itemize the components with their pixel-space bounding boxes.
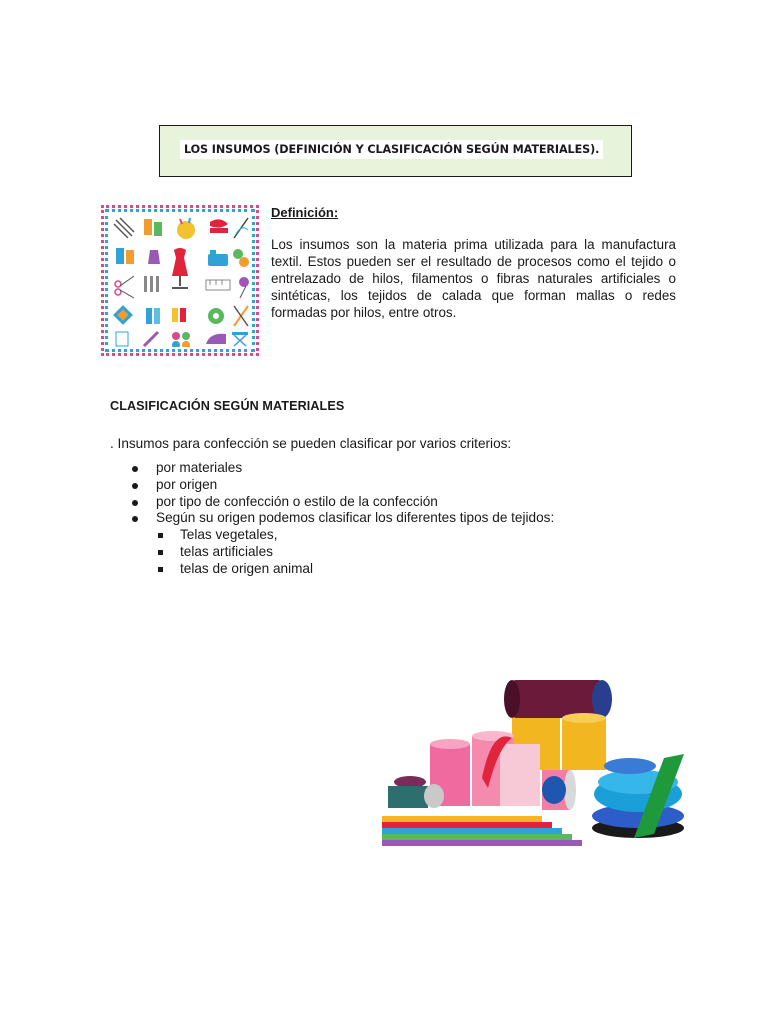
fabric-types-list xyxy=(156,527,554,577)
spools-icon xyxy=(116,248,134,264)
spindle-icon xyxy=(239,277,249,298)
fabric-rolls-icon xyxy=(146,308,160,324)
classification-intro: . Insumos para confección se pueden clasificar por varios criterios: xyxy=(110,436,512,451)
sewing-machine-icon xyxy=(208,250,228,266)
sewing-supplies-illustration xyxy=(101,205,259,356)
sub-list-item xyxy=(156,527,554,544)
mannequin-icon xyxy=(172,248,188,288)
seam-ripper-icon xyxy=(144,332,158,346)
iron-icon xyxy=(206,334,226,344)
bullet-square xyxy=(158,533,163,538)
pattern-icon xyxy=(116,332,128,346)
list-item-text: por origen xyxy=(156,476,218,492)
definition-heading: Definición: xyxy=(271,205,339,220)
needles-icon xyxy=(114,218,134,238)
sub-list-item-text: telas artificiales xyxy=(180,543,273,559)
ribbon-icon xyxy=(210,219,228,233)
list-item xyxy=(130,510,554,577)
safety-pins-icon xyxy=(144,276,159,292)
dark-red-spool xyxy=(504,680,612,718)
bullet-square xyxy=(158,550,163,555)
bullet-dot xyxy=(132,500,138,506)
sub-list-item-text: Telas vegetales, xyxy=(180,527,278,543)
list-item-text: por tipo de confección o estilo de la confección xyxy=(156,493,438,509)
buttons-icon xyxy=(172,332,190,347)
small-spools xyxy=(542,770,576,810)
thread-spools-icon xyxy=(144,219,162,236)
ironing-board-icon xyxy=(232,332,248,346)
bullet-dot xyxy=(132,516,138,522)
classification-heading: CLASIFICACIÓN SEGÚN MATERIALES xyxy=(110,399,345,413)
sub-list-item xyxy=(156,561,554,578)
list-item-text: por materiales xyxy=(156,460,243,475)
bullet-dot xyxy=(132,466,138,472)
tape-reel-icon xyxy=(208,308,224,324)
shears-icon xyxy=(234,306,248,326)
sewing-icons-grid xyxy=(110,214,250,347)
measuring-tape-icon xyxy=(206,280,230,290)
list-item xyxy=(130,494,554,511)
sub-list-item xyxy=(156,544,554,561)
fabric-patch-icon xyxy=(113,305,133,325)
criteria-list xyxy=(130,460,554,578)
pincushion-icon xyxy=(177,218,195,239)
bullet-dot xyxy=(132,483,138,489)
sub-list-item-text: telas de origen animal xyxy=(180,560,313,576)
list-item xyxy=(130,460,554,477)
page-title: LOS INSUMOS (DEFINICIÓN Y CLASIFICACIÓN SEGÚN MATERIALES). xyxy=(180,140,603,159)
list-item xyxy=(130,477,554,494)
thimble-icon xyxy=(148,250,160,264)
title-box xyxy=(159,125,632,177)
ribbon-spools-photo xyxy=(382,678,684,846)
needle-thread-icon xyxy=(234,218,248,238)
definition-text: Los insumos son la materia prima utilizada para la manufactura textil. Estos pueden ser el resultado de procesos como el tejido o entrelazado de hilos, filamentos o fibras naturales artificiales o sintéticas, los tejidos de calada que forman mallas o redes formadas por hilos, entre otros. xyxy=(271,237,676,320)
yarn-balls-icon xyxy=(233,249,249,267)
ribbon-spools-graphic xyxy=(382,678,684,846)
bullet-square xyxy=(158,567,163,572)
bobbins-icon xyxy=(172,308,186,322)
scissors-icon xyxy=(115,276,134,298)
list-item-text: Según su origen podemos clasificar los diferentes tipos de tejidos: xyxy=(156,510,555,526)
